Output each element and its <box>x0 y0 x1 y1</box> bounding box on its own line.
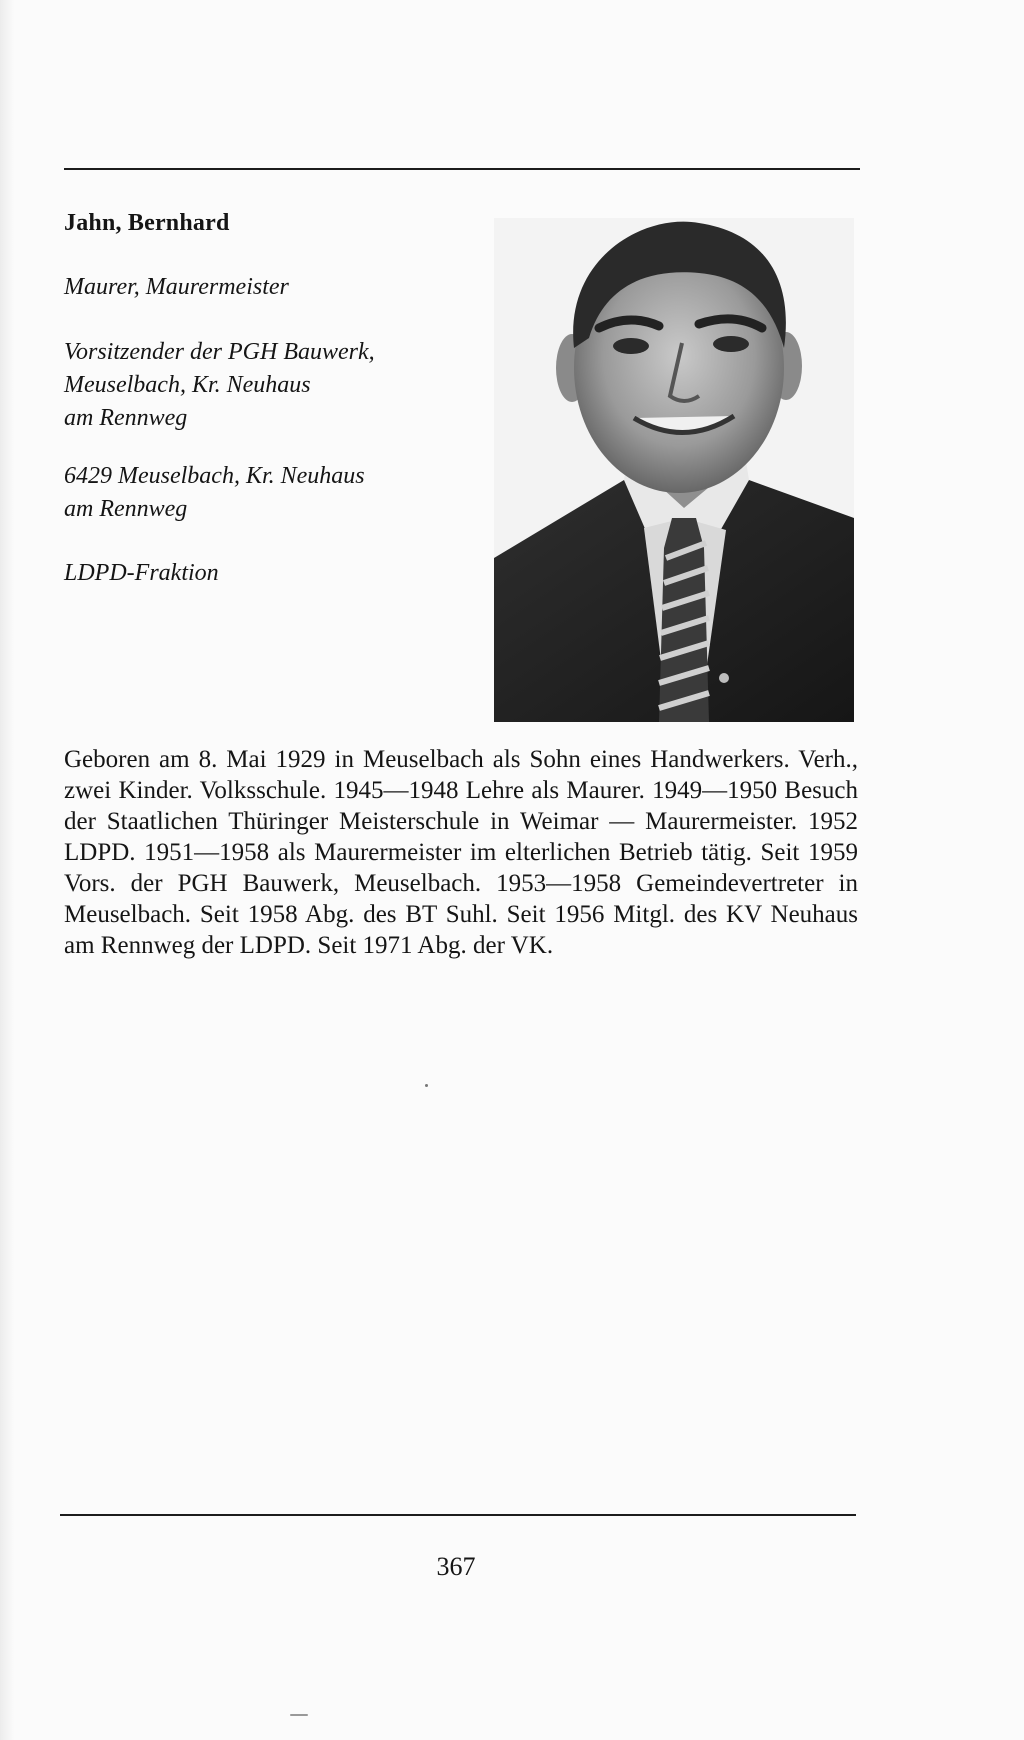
position-line: am Rennweg <box>64 405 188 431</box>
page-edge <box>0 0 14 1740</box>
entry-name: Jahn, Bernhard <box>64 210 230 236</box>
biography-text: Geboren am 8. Mai 1929 in Meuselbach als Sohn eines Handwerkers. Verh., zwei Kinder. Volksschule. 1945—1948 Lehre als Maurer. 1949—1950 Besuch der Staatlichen Thüringer Meisterschule in Weimar — Maurermeister. 1952 LDPD. 1951—1958 als Maurermeister im elterlichen Betrieb tätig. Seit 1959 Vors. der PGH Bauwerk, Meuselbach. 1953—1958 Gemeindevertreter in Meuselbach. Seit 1958 Abg. des BT Suhl. Seit 1956 Mitgl. des KV Neuhaus am Rennweg der LDPD. Seit 1971 Abg. der VK. <box>64 746 858 959</box>
scan-speck <box>290 1714 308 1716</box>
entry-faction: LDPD-Fraktion <box>64 560 219 586</box>
entry-position <box>64 336 375 435</box>
top-rule <box>64 168 860 170</box>
portrait-photo <box>494 218 854 722</box>
position-line: Vorsitzender der PGH Bauwerk, <box>64 339 375 365</box>
address-line: 6429 Meuselbach, Kr. Neuhaus <box>64 463 365 489</box>
scan-speck <box>425 1084 428 1087</box>
entry-address <box>64 460 365 526</box>
page-number: 367 <box>436 1552 476 1581</box>
address-line: am Rennweg <box>64 496 188 522</box>
entry-profession: Maurer, Maurermeister <box>64 274 289 300</box>
bottom-rule <box>60 1514 856 1516</box>
position-line: Meuselbach, Kr. Neuhaus <box>64 372 311 398</box>
